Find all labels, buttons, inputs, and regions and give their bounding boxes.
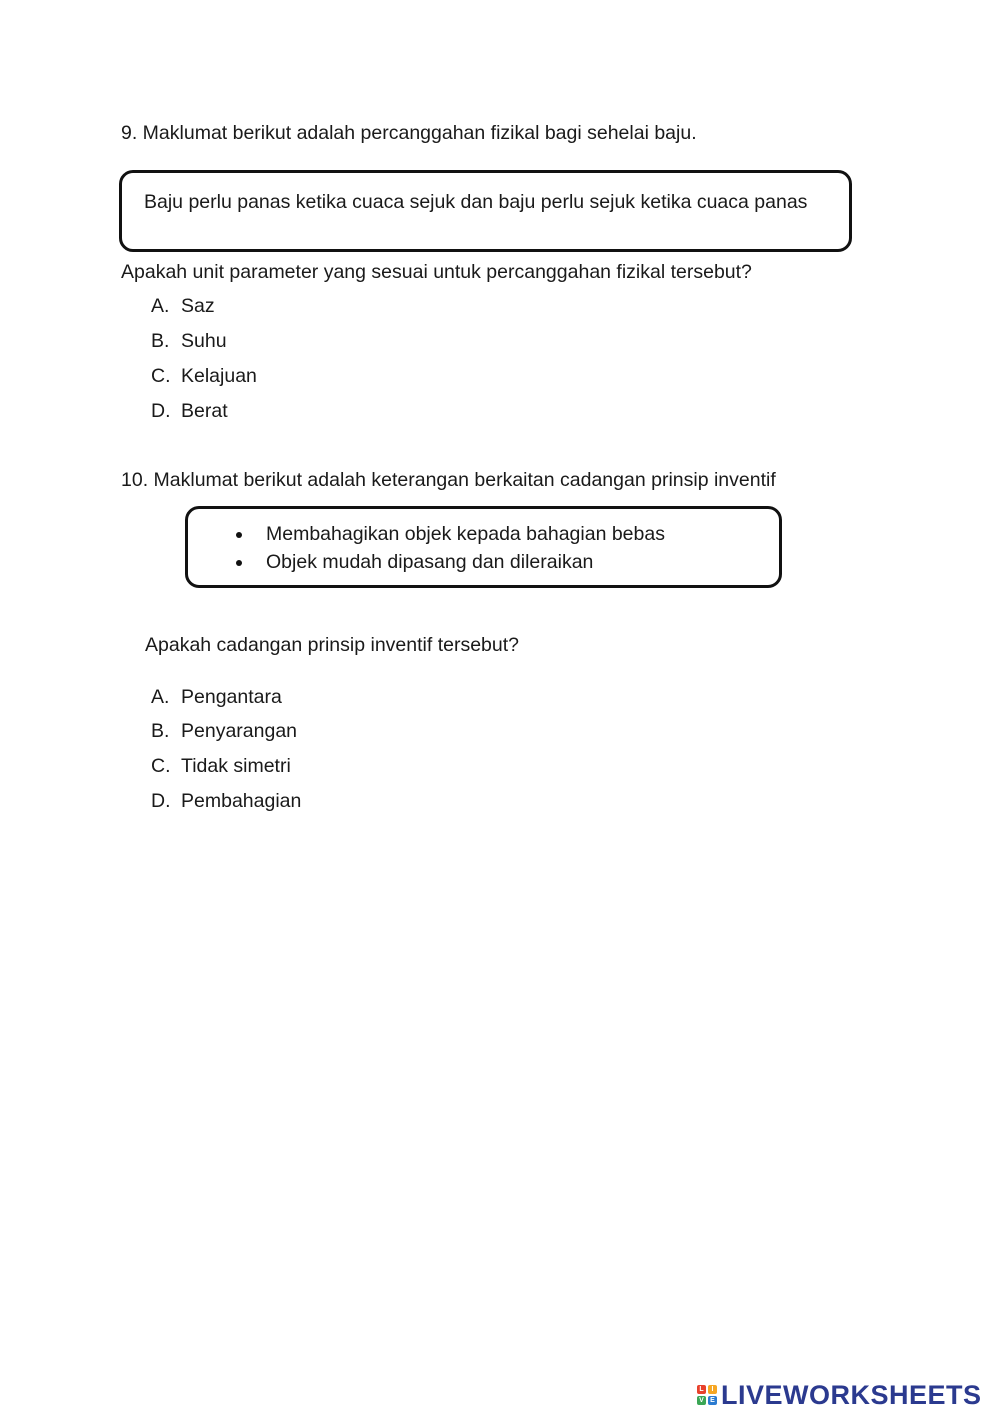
option-text: Berat bbox=[181, 400, 228, 422]
option-text: Saz bbox=[181, 295, 215, 317]
q10-option-a[interactable] bbox=[151, 686, 282, 709]
q9-question: Apakah unit parameter yang sesuai untuk percanggahan fizikal tersebut? bbox=[121, 261, 752, 283]
q10-stem: 10. Maklumat berikut adalah keterangan berkaitan cadangan prinsip inventif bbox=[121, 469, 776, 491]
option-letter: A. bbox=[151, 295, 170, 317]
option-letter: D. bbox=[151, 400, 171, 422]
q9-stem: 9. Maklumat berikut adalah percanggahan fizikal bagi sehelai baju. bbox=[121, 122, 697, 144]
q10-info-box bbox=[185, 506, 782, 588]
logo-mark-icon bbox=[697, 1385, 717, 1405]
q10-question: Apakah cadangan prinsip inventif tersebut? bbox=[145, 634, 520, 656]
logo-mark-tile: V bbox=[697, 1396, 706, 1405]
option-text: Penyarangan bbox=[181, 720, 298, 742]
option-letter: C. bbox=[151, 755, 171, 777]
option-text: Suhu bbox=[181, 330, 227, 352]
q9-option-a[interactable] bbox=[151, 295, 215, 318]
q9-box-text: Baju perlu panas ketika cuaca sejuk dan baju perlu sejuk ketika cuaca panas bbox=[144, 191, 808, 213]
q9-option-d[interactable] bbox=[151, 400, 228, 423]
option-text: Tidak simetri bbox=[181, 755, 291, 777]
option-letter: D. bbox=[151, 790, 171, 812]
q10-option-b[interactable] bbox=[151, 720, 297, 743]
option-letter: B. bbox=[151, 720, 170, 742]
q9-info-box bbox=[119, 170, 852, 252]
logo-mark-tile: I bbox=[708, 1385, 717, 1394]
option-text: Pembahagian bbox=[181, 790, 302, 812]
logo-mark-tile: E bbox=[708, 1396, 717, 1405]
bullet-text: Membahagikan objek kepada bahagian bebas bbox=[266, 523, 665, 545]
bullet-text: Objek mudah dipasang dan dileraikan bbox=[266, 551, 594, 573]
bullet-icon bbox=[236, 532, 242, 538]
q9-option-c[interactable] bbox=[151, 365, 257, 388]
option-text: Kelajuan bbox=[181, 365, 257, 387]
bullet-icon bbox=[236, 560, 242, 566]
option-letter: A. bbox=[151, 686, 170, 708]
option-letter: B. bbox=[151, 330, 170, 352]
logo-mark-tile: L bbox=[697, 1385, 706, 1394]
q10-option-d[interactable] bbox=[151, 790, 301, 813]
option-text: Pengantara bbox=[181, 686, 282, 708]
logo-text: LIVEWORKSHEETS bbox=[721, 1379, 982, 1410]
liveworksheets-logo bbox=[697, 1380, 982, 1410]
option-letter: C. bbox=[151, 365, 171, 387]
q9-option-b[interactable] bbox=[151, 330, 227, 353]
q10-option-c[interactable] bbox=[151, 755, 291, 778]
